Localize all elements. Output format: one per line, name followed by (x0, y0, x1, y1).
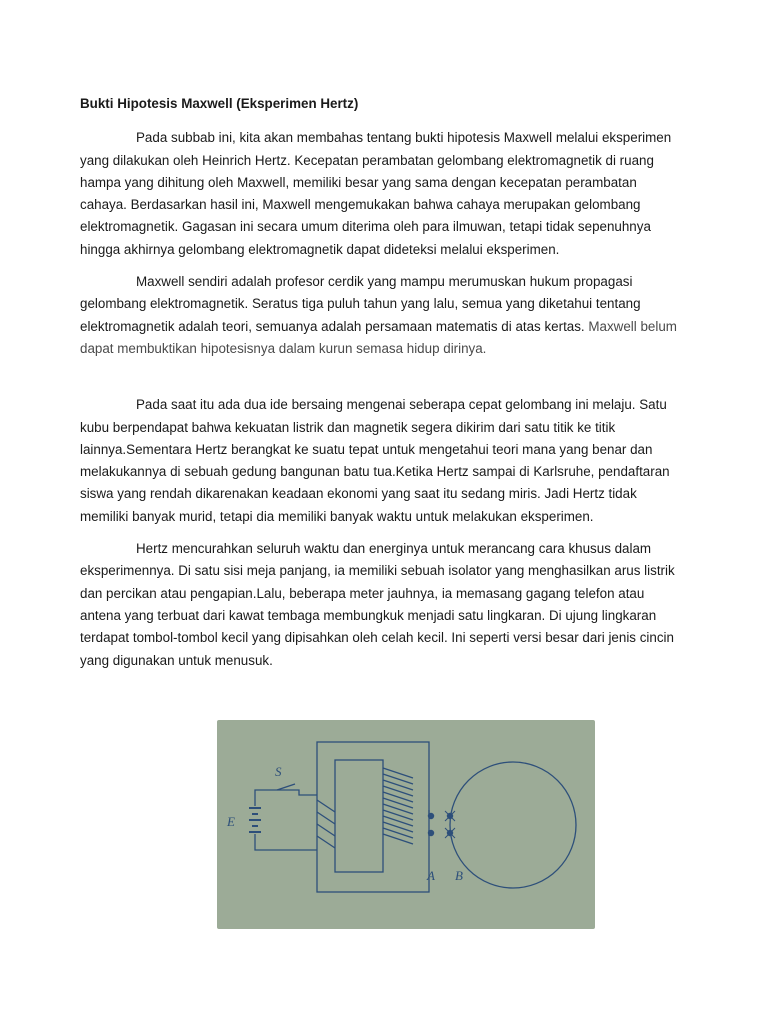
label-s: S (275, 764, 282, 779)
paragraph-4: Hertz mencurahkan seluruh waktu dan energinya untuk merancang cara khusus dalam eksperimennya. Di satu sisi meja panjang, ia memiliki sebuah isolator yang menghasilkan arus listrik dan percikan atau pengapian.Lalu, beberapa meter jauhnya, ia memasang gagang telefon atau antena yang terbuat dari kawat tembaga membungkuk menjadi satu lingkaran. Di ujung lingkaran terdapat tombol-tombol kecil yang dipisahkan oleh celah kecil. Ini seperti versi besar dari jenis cincin yang digunakan untuk menusuk. (80, 541, 675, 668)
hertz-apparatus-diagram (217, 720, 595, 929)
spacer (80, 370, 680, 394)
primary-coil (317, 800, 335, 848)
label-e: E (227, 814, 235, 829)
document-title: Bukti Hipotesis Maxwell (Eksperimen Hertz) (80, 96, 359, 111)
paragraph-3: Pada saat itu ada dua ide bersaing mengenai seberapa cepat gelombang ini melaju. Satu kubu berpendapat bahwa kekuatan listrik dan magnetik segera dikirim dari satu titik ke titik lainnya.Sementara Hertz berangkat ke suatu tepat untuk mengetahui teori mana yang benar dan melakukannya di sebuah gedung bangunan batu tua.Ketika Hertz sampai di Karlsruhe, pendaftaran siswa yang rendah dikarenakan keadaan ekonomi yang saat itu sedang miris. Jadi Hertz tidak memiliki banyak murid, tetapi dia memiliki banyak waktu untuk melakukan eksperimen. (80, 397, 670, 524)
paragraph-2 (80, 271, 680, 360)
paragraph-2-muted: Maxwell belum dapat membuktikan hipotesisnya dalam kurun semasa hidup dirinya. (80, 318, 677, 356)
secondary-coil (383, 768, 413, 844)
primary-wire-top (277, 790, 317, 795)
document-body (80, 93, 680, 682)
primary-wire-bottom (255, 834, 317, 850)
label-b: B (455, 868, 463, 883)
switch-s (277, 784, 295, 790)
detector-ring-b (450, 762, 576, 888)
transformer-core-window (335, 760, 383, 872)
hertz-apparatus-figure (217, 720, 595, 929)
primary-wire-left (255, 790, 277, 806)
label-a: A (427, 868, 435, 883)
battery-e (249, 808, 261, 832)
paragraph-2-main: Maxwell sendiri adalah profesor cerdik yang mampu merumuskan hukum propagasi gelombang elektromagnetik. Seratus tiga puluh tahun yang lalu, semua yang diketahui tentang elektromagnetik adalah teori, semuanya adalah persamaan matematis di atas kertas. (80, 274, 641, 334)
paragraph-1: Pada subbab ini, kita akan membahas tentang bukti hipotesis Maxwell melalui eksperimen yang dilakukan oleh Heinrich Hertz. Kecepatan perambatan gelombang elektromagnetik di ruang hampa yang dihitung oleh Maxwell, memiliki besar yang sama dengan kecepatan perambatan cahaya. Berdasarkan hasil ini, Maxwell mengemukakan bahwa cahaya merupakan gelombang elektromagnetik. Gagasan ini secara umum diterima oleh para ilmuwan, tetapi tidak sepenuhnya hingga akhirnya gelombang elektromagnetik dapat dideteksi melalui eksperimen. (80, 130, 672, 257)
transformer-core-outer (317, 742, 429, 892)
